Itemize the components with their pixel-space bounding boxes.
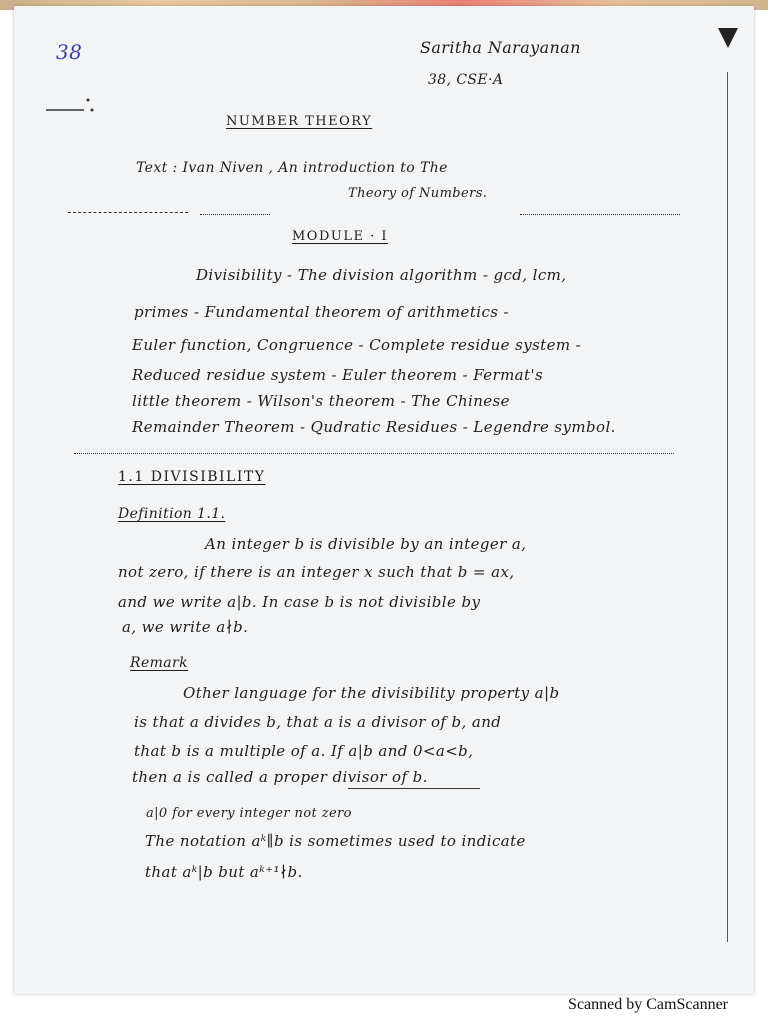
remark-line: that b is a multiple of a. If a|b and 0<a<b, [134,742,474,760]
module-line: Remainder Theorem - Qudratic Residues - Legendre symbol. [132,418,616,436]
definition-line: a, we write a∤b. [122,618,249,636]
module-line: primes - Fundamental theorem of arithmetics - [134,303,509,321]
divider-dashed [200,214,270,215]
student-name: Saritha Narayanan [420,38,581,57]
remark-line: is that a divides b, that a is a divisor of b, and [134,713,502,731]
corner-fold-mark [718,28,738,48]
definition-line: An integer b is divisible by an integer a, [205,535,527,553]
divider-dashed [68,212,188,213]
module-line: Euler function, Congruence - Complete residue system - [132,336,582,354]
remark-heading: Remark [130,655,189,671]
module-line: little theorem - Wilson's theorem - The Chinese [132,392,510,410]
margin-scribbles [44,66,104,126]
section-heading: 1.1 DIVISIBILITY [118,469,266,485]
remark-line: a|0 for every integer not zero [146,806,352,821]
module-line: Reduced residue system - Euler theorem - Fermat's [132,366,544,384]
text-reference-line-1: Text : Ivan Niven , An introduction to The [136,160,448,176]
divider-dashed [74,453,674,454]
remark-line: Other language for the divisibility property a|b [183,684,560,702]
student-class: 38, CSE·A [428,72,504,88]
scanner-watermark: Scanned by CamScanner [568,996,728,1013]
remark-line: that aᵏ|b but aᵏ⁺¹∤b. [145,863,303,881]
remark-line: then a is called a proper divisor of b. [132,768,428,786]
definition-line: and we write a|b. In case b is not divisible by [118,593,481,611]
definition-line: not zero, if there is an integer x such that b = ax, [118,563,515,581]
module-line: Divisibility - The division algorithm - gcd, lcm, [196,266,567,284]
definition-heading: Definition 1.1. [118,506,226,522]
margin-line [727,72,728,942]
proper-divisor-underline [348,788,480,789]
divider-dashed [520,214,680,215]
page-title: NUMBER THEORY [226,114,373,129]
text-reference-line-2: Theory of Numbers. [348,186,488,201]
page-number: 38 [56,40,83,64]
remark-line: The notation aᵏ∥b is sometimes used to indicate [145,832,526,850]
module-heading: MODULE · I [292,229,389,244]
